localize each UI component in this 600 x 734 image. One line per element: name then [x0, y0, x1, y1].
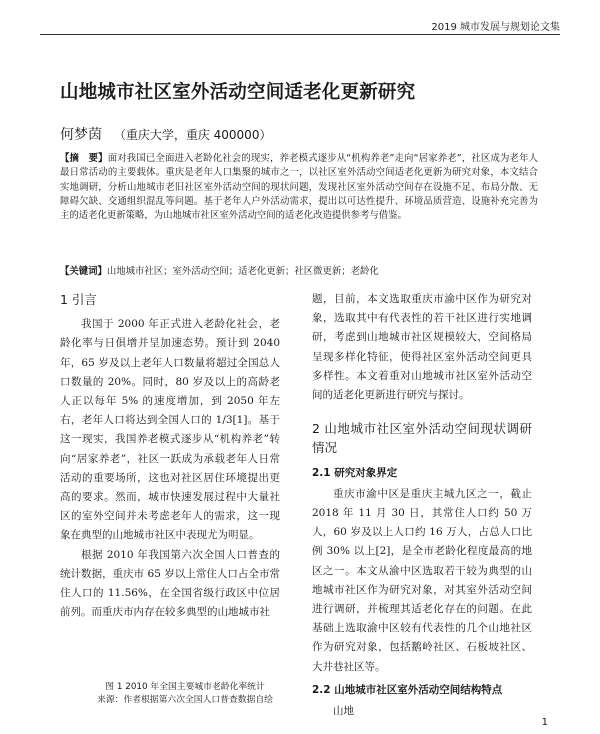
figure-caption-title: 图 1 2010 年全国主要城市老龄化率统计: [105, 682, 265, 692]
right-column: [312, 290, 532, 721]
page-number: 1: [541, 717, 548, 728]
abstract-tag: 【摘 要】: [60, 153, 108, 164]
abstract: [60, 152, 538, 223]
author-line: [60, 124, 271, 144]
author-affiliation: （重庆大学，重庆 400000）: [113, 128, 272, 142]
header-rule: [40, 34, 560, 35]
running-head: 2019 城市发展与规划论文集: [431, 22, 560, 33]
keywords-tag: 【关键词】: [60, 266, 107, 277]
section-heading-survey: 2 山地城市社区室外活动空间现状调研情况: [312, 421, 532, 456]
abstract-text: 面对我国已全面进入老龄化社会的现实，养老模式逐步从“机构养老”走向“居家养老”，社区成为老年人最日常活动的主要载体。重庆是老年人口集聚的城市之一，以社区室外活动空间适老化更新为研究对象，本文结合实地调研，分析山地城市老旧社区室外活动空间的现状问题，发现社区室外活动空间存在设施不足、布局分散、无障碍欠缺、交通组织混乱等问题。基于老年人户外活动需求，提出以可达性提升、环境品质营造、设施补充完善为主的适老化更新策略，为山地城市社区室外活动空间的适老化改造提供参考与借鉴。: [60, 153, 538, 222]
body-paragraph: 根据 2010 年我国第六次全国人口普查的统计数据，重庆市 65 岁以上常住人口占全市常住人口的 11.56%，在全国省级行政区中位居前列。而重庆市内存在较多典型的山地城市社: [60, 548, 280, 619]
figure-1: [82, 668, 278, 669]
figure-caption: [60, 681, 310, 707]
paper-title: 山地城市社区室外活动空间适老化更新研究: [60, 82, 416, 103]
body-paragraph: 重庆市渝中区是重庆主城九区之一，截止 2018 年 11 月 30 日，其常住人口约 50 万人，60 岁及以上人口约 16 万人，占总人口比例 30% 以上[2]，是全市老龄化程度最高的地区之一。本文从渝中区选取若干较为典型的山地城市社区作为研究对象，对其室外活动空间进行调研，并梳理其适老化存在的问题。在此基础上选取渝中区较有代表性的几个山地社区作为研究对象，包括鹅岭社区、石板坡社区、大井巷社区等。: [312, 487, 532, 673]
section-heading-intro: 1 引言: [60, 292, 97, 307]
keywords-text: 山地城市社区；室外活动空间；适老化更新；社区微更新；老龄化: [106, 266, 379, 277]
subsection-heading: 2.2 山地城市社区室外活动空间结构特点: [312, 683, 503, 696]
subsection-heading: 2.1 研究对象界定: [312, 466, 398, 479]
author-name: 何梦茵: [60, 127, 102, 143]
body-paragraph: 题，目前，本文选取重庆市渝中区作为研究对象，选取其中有代表性的若干社区进行实地调研，考虑到山地城市社区规模较大，空间格局呈现多样化特征，使得社区室外活动空间更具多样性。本文着重对山地城市社区室外活动空间的适老化更新进行研究与探讨。: [312, 293, 532, 402]
body-paragraph: 山地: [333, 705, 354, 718]
left-column: [60, 290, 280, 622]
figure-caption-source: 来源：作者根据第六次全国人口普查数据自绘: [97, 695, 273, 705]
body-paragraph: 我国于 2000 年正式进入老龄化社会，老龄化率与日俱增并呈加速态势。预计到 2040 年，65 岁及以上老年人口数量将超过全国总人口数量的 20%。同时，80 岁及以上的高龄老人正以每年 5% 的速度增加，到 2050 年左右，老年人口将达到全国人口的 1/3[1]。基于这一现实，我国养老模式逐步从“机构养老”转向“居家养老”，社区一跃成为承载老年人日常活动的重要场所，这也对社区居住环境提出更高的要求。然而，城市快速发展过程中大量社区的室外空间并未考虑老年人的需求，这一现象在典型的山地城市社区中表现尤为明显。: [60, 318, 280, 542]
keywords: [60, 263, 538, 277]
